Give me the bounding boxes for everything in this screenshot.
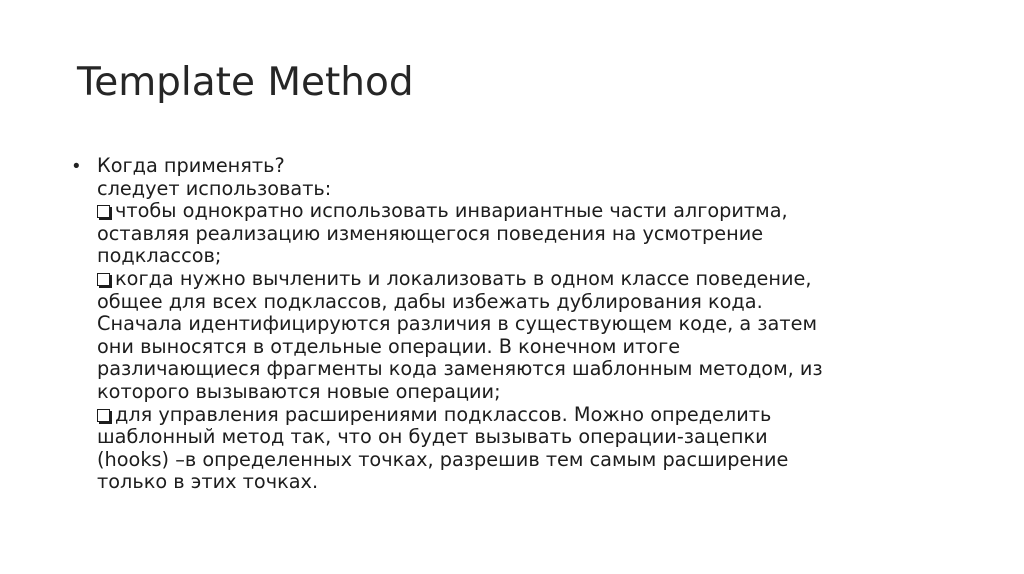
item3-line3: (hooks) –в определенных точках, разрешив тем самым расширение: [97, 447, 789, 471]
item2-text1: когда нужно вычленить и локализовать в одном классе поведение,: [115, 266, 812, 290]
intro-line: следует использовать:: [97, 176, 332, 200]
item1-line2: оставляя реализацию изменяющегося поведения на усмотрение: [97, 221, 764, 245]
item2-line3: Сначала идентифицируются различия в существующем коде, а затем: [97, 312, 817, 336]
question-line: Когда применять?: [97, 154, 285, 177]
item3-line1: [97, 404, 823, 427]
checkbox-icon: [97, 409, 110, 422]
item3-line2: шаблонный метод так, что он будет вызывать операции-зацепки: [97, 425, 768, 449]
item1-line1: [97, 200, 823, 223]
item2-line2: общее для всех подклассов, дабы избежать дублирования кода.: [97, 289, 763, 313]
item3-line4: только в этих точках.: [97, 470, 319, 494]
checkbox-icon: [97, 273, 110, 286]
item1-text1: чтобы однократно использовать инвариантные части алгоритма,: [115, 199, 788, 223]
checkbox-icon: [97, 205, 110, 218]
slide-title: Template Method: [77, 60, 414, 105]
slide-content: [73, 155, 973, 494]
item1-line3: подклассов;: [97, 244, 222, 268]
item2-line1: [97, 268, 823, 291]
bullet-text: [97, 155, 823, 494]
item2-line4: они выносятся в отдельные операции. В конечном итоге: [97, 334, 681, 358]
item2-line5: различающиеся фрагменты кода заменяются шаблонным методом, из: [97, 357, 823, 381]
item3-text1: для управления расширениями подклассов. Можно определить: [115, 402, 772, 426]
bullet-item: [73, 155, 973, 494]
bullet-dot-icon: •: [73, 156, 80, 177]
item2-line6: которого вызываются новые операции;: [97, 379, 501, 403]
